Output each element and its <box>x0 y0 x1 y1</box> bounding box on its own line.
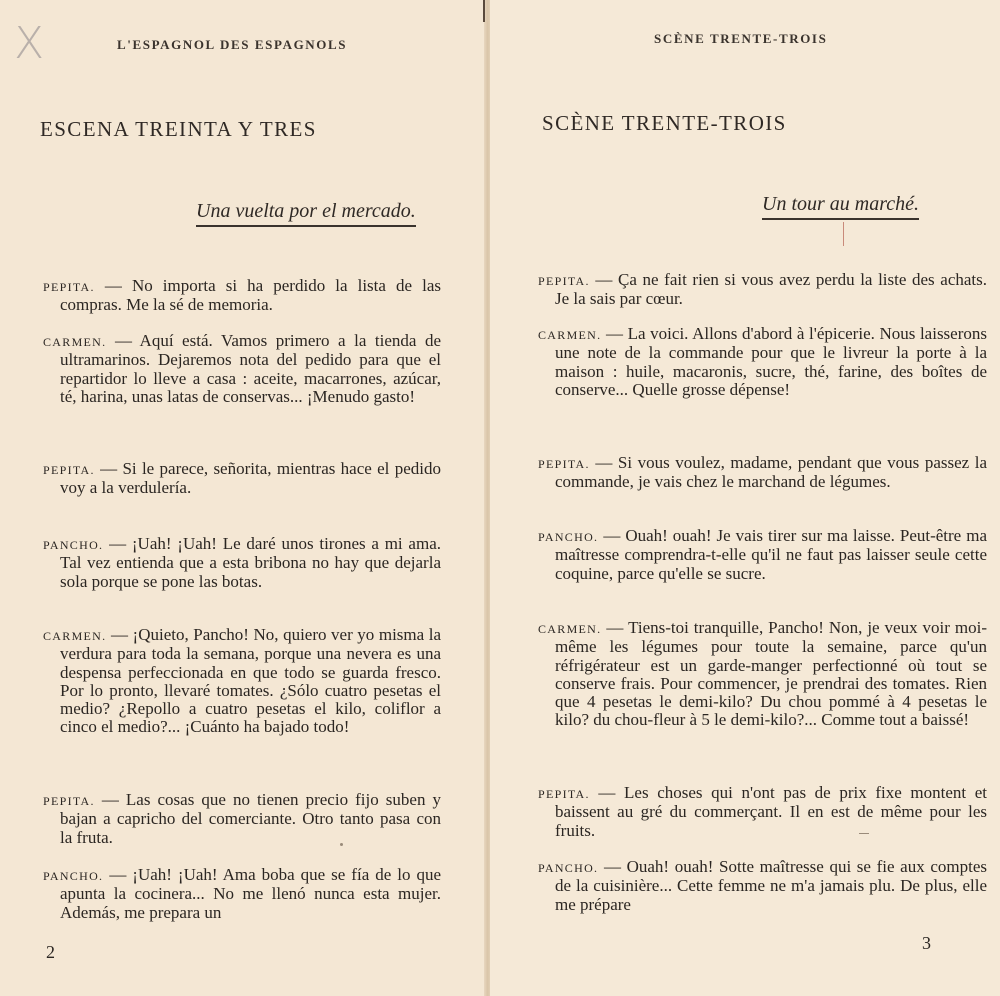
page-number: 3 <box>922 933 931 953</box>
speaker-name: PEPITA. <box>538 274 590 288</box>
running-head: L'ESPAGNOL DES ESPAGNOLS <box>117 37 348 52</box>
dialogue-entry <box>538 619 987 730</box>
speaker-name: PANCHO. <box>43 869 104 883</box>
dialogue-text: — Tiens-toi tranquille, Pancho! Non, je veux voir moi-même les légumes pour toute la semaine, parce qu'un réfrigérateur est un garde-manger perfectionné où tout se conserve frais. Pour commencer, je prendrai des tomates. Rien que 4 pesetas le demi-kilo? Du chou pommé à 4 pesetas le kilo? du chou-fleur à 5 le demi-kilo?... Comme tout a baissé! <box>555 618 987 730</box>
dialogue-text: — Ouah! ouah! Sotte maîtresse qui se fie aux comptes de la cuisinière... Cette femme ne m'a jamais plu. De plus, elle me prépare <box>555 857 987 914</box>
dialogue-text: — La voici. Allons d'abord à l'épicerie. Nous laisserons une note de la commande pour que le livreur la porte à la maison : huile, macaronis, sucre, thé, farine, des boîtes de conserve... Quelle grosse dépense! <box>555 324 987 399</box>
dialogue-entry <box>43 866 441 922</box>
dialogue-entry <box>538 784 987 840</box>
dialogue-text: — Si vous voulez, madame, pendant que vous passez la commande, je vais chez le marchand de légumes. <box>555 453 987 492</box>
dialogue-entry <box>43 332 441 406</box>
dialogue-text: — Ouah! ouah! Je vais tirer sur ma laisse. Peut-être ma maîtresse comprendra-t-elle qu'il ne faut pas laisser seule cette coquine, parce qu'elle se sucre. <box>555 526 987 583</box>
dialogue-text: — ¡Quieto, Pancho! No, quiero ver yo misma la verdura para toda la semana, porque una nevera es una despensa perfeccionada en que todo se guarda fresco. Por lo pronto, llevaré tomates. ¿Sólo cuatro pesetas el medio? ¿Repollo a cuatro pesetas el kilo, coliflor a cinco el medio?... ¡Cuánto ha bajado todo! <box>60 625 441 737</box>
dialogue-entry <box>538 271 987 309</box>
speaker-name: PEPITA. <box>43 463 95 477</box>
scene-subtitle: Una vuelta por el mercado. <box>196 200 416 227</box>
speaker-name: PANCHO. <box>538 861 599 875</box>
dialogue-text: — Les choses qui n'ont pas de prix fixe montent et baissent au gré du commerçant. Il en est de même pour les fruits. <box>555 783 987 840</box>
dialogue-text: — Aquí está. Vamos primero a la tienda de ultramarinos. Dejaremos nota del pedido para que el repartidor lo lleve a casa : aceite, macarrones, azúcar, té, harina, unas latas de conservas... ¡Menudo gasto! <box>60 331 441 406</box>
dialogue-text: — Ça ne fait rien si vous avez perdu la liste des achats. Je la sais par cœur. <box>555 270 987 309</box>
dialogue-text: — Las cosas que no tienen precio fijo suben y bajan a capricho del comerciante. Otro tanto pasa con la fruta. <box>60 790 441 847</box>
dialogue-text: — No importa si ha perdido la lista de las compras. Me la sé de memoria. <box>60 276 441 315</box>
running-head: SCÈNE TRENTE-TROIS <box>654 31 828 46</box>
pencil-mark: X <box>14 18 45 69</box>
speaker-name: CARMEN. <box>43 335 107 349</box>
speaker-name: PEPITA. <box>43 280 95 294</box>
page-number: 2 <box>46 942 55 962</box>
dialogue-entry <box>538 858 987 914</box>
paper-speck <box>843 222 844 246</box>
scene-title: SCÈNE TRENTE-TROIS <box>542 111 787 135</box>
speaker-name: CARMEN. <box>538 622 602 636</box>
scene-title: ESCENA TREINTA Y TRES <box>40 117 317 141</box>
dialogue-entry <box>538 454 987 492</box>
dialogue-text: — Si le parece, señorita, mientras hace el pedido voy a la verdulería. <box>60 459 441 498</box>
dialogue-entry <box>43 626 441 737</box>
right-page <box>490 0 1000 996</box>
dialogue-text: — ¡Uah! ¡Uah! Ama boba que se fía de lo que apunta la cocinera... No me llenó nunca esta mujer. Además, me prepara un <box>60 865 441 922</box>
dialogue-text: — ¡Uah! ¡Uah! Le daré unos tirones a mi ama. Tal vez entienda que a esta bribona no hay que dejarla sola porque se pone las botas. <box>60 534 441 591</box>
speaker-name: PEPITA. <box>43 794 95 808</box>
speaker-name: PANCHO. <box>538 530 599 544</box>
paper-speck <box>340 843 343 846</box>
speaker-name: CARMEN. <box>43 629 107 643</box>
speaker-name: PEPITA. <box>538 457 590 471</box>
scene-subtitle: Un tour au marché. <box>762 193 919 220</box>
left-page <box>0 0 487 996</box>
dialogue-entry <box>538 527 987 583</box>
dialogue-entry <box>43 277 441 315</box>
dialogue-entry <box>43 535 441 591</box>
gutter-mark <box>483 0 485 22</box>
speaker-name: CARMEN. <box>538 328 602 342</box>
dialogue-entry <box>43 460 441 498</box>
paper-speck <box>859 833 869 834</box>
speaker-name: PEPITA. <box>538 787 590 801</box>
dialogue-entry <box>43 791 441 847</box>
speaker-name: PANCHO. <box>43 538 104 552</box>
dialogue-entry <box>538 325 987 399</box>
